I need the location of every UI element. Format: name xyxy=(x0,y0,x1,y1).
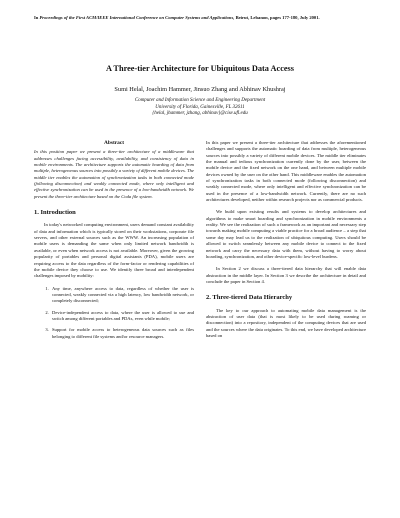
abstract-heading: Abstract xyxy=(103,140,125,146)
body-paragraph: The key to our approach to automating mobile data management is the abstraction of user data (that is most likely to be used during roaming or disconnection) into a repository, independent of the computing devices that are used and the sources where the data originates. To this end, we have developed architecture based on xyxy=(206,307,366,338)
challenge-item: 2. Device-independent access to data, where the user is allowed to use and switch among different portables and PDAs, even while mobile; xyxy=(50,310,194,323)
body-paragraph: We build upon existing results and systems to develop architectures and algorithms to make smart hoarding and synchronization in mobile environments a reality. We see the realization of such a framework as an important and necessary step towards making mobile computing a viable practice for a broad audience – a step that some day may lead us to the realization of ubiquitous computing. Users should be allowed to switch seamlessly between any mobile device to connect to the fixed network and carry the necessary data with them, without having to worry about hoarding, synchronization, and other device-specific low-level burdens. xyxy=(206,209,366,259)
affiliation xyxy=(0,98,400,118)
right-column xyxy=(206,140,366,345)
publication-note-prefix: In xyxy=(34,15,40,20)
publication-note-suffix: Beirut, Lebanon, pages 177-180, July 2001. xyxy=(234,15,320,20)
challenge-list xyxy=(34,286,194,340)
abstract-text: In this position paper we present a three-tier architecture of a middleware that addresses challenges facing accessibility, availability, and consistency of data in mobile environments. The architecture supports the automatic hoarding of data from multiple, heterogeneous sources into possibly a variety of different mobile devices. The middle tier enables the automation of synchronization tasks in both connected mode (following disconnection) and weakly connected mode, where only intelligent and effective synchronization can be used in the presence of a low-bandwidth network. We present the three-tier architecture based on the Coda file system. xyxy=(34,149,194,199)
paper-title: A Three-tier Architecture for Ubiquitous Data Access xyxy=(105,64,295,73)
challenge-item: 3. Support for mobile access to heterogeneous data sources such as files belonging to different file systems and/or resource managers. xyxy=(50,327,194,340)
affiliation-address: University of Florida, Gainesville, FL 32611 xyxy=(155,104,245,110)
section-heading-introduction: 1. Introduction xyxy=(34,209,76,217)
publication-note xyxy=(34,15,366,21)
affiliation-department: Computer and Information Science and Engineering Department xyxy=(134,98,266,103)
body-paragraph: In this paper we present a three-tier architecture that addresses the aforementioned challenges and supports the automatic hoarding of data from multiple, heterogeneous sources into possibly a variety of different mobile devices. The middle tier eliminates the manual and tedious synchronization currently done by the user, between the mobile device and the fixed network on the one hand, and between multiple mobile devices owned by the user on the other hand. This middleware enables the automation of synchronization tasks in both connected mode (following disconnection) and weakly connected mode, where only intelligent and effective synchronization can be used in the presence of a low-bandwidth network. Currently, there are no such architectures developed, neither within research projects nor as commercial products. xyxy=(206,140,366,203)
section-heading-data-hierarchy: 2. Three-tiered Data Hierarchy xyxy=(206,294,293,302)
publication-venue: Proceedings of the First ACM/IEEE International Conference on Computer Systems and Applications, xyxy=(39,15,235,20)
author-emails: {helal, jhammer, jzhang, abhinav}@cise.ufl.edu xyxy=(152,111,248,117)
challenge-item: 1. Any time, anywhere access to data, regardless of whether the user is connected, weakly connected via a high latency, low bandwidth network, or completely disconnected; xyxy=(50,286,194,305)
body-paragraph: In Section 2 we discuss a three-tiered data hierarchy that will enable data abstraction in the middle layer. In Section 3 we describe the architecture in detail and conclude the paper in Section 4. xyxy=(206,266,366,284)
intro-paragraph: In today's networked computing environment, users demand constant availability of data and information which is typically stored on their workstations, corporate file servers, and other external sources such as the WWW. An increasing population of mobile users is demanding the same when only limited network bandwidth is available, or even when network access is not available. Moreover, given the growing popularity of portables and personal digital assistants (PDA), mobile users are requiring access to the data regardless of the form-factor or rendering capabilities of the mobile device they choose to use. We identify three broad and interdependent challenges imposed by mobility: xyxy=(34,222,194,279)
left-column xyxy=(34,140,194,345)
author-list: Sumi Helal, Joachim Hammer, Jinsuo Zhang and Abhinav Khushraj xyxy=(114,86,286,93)
